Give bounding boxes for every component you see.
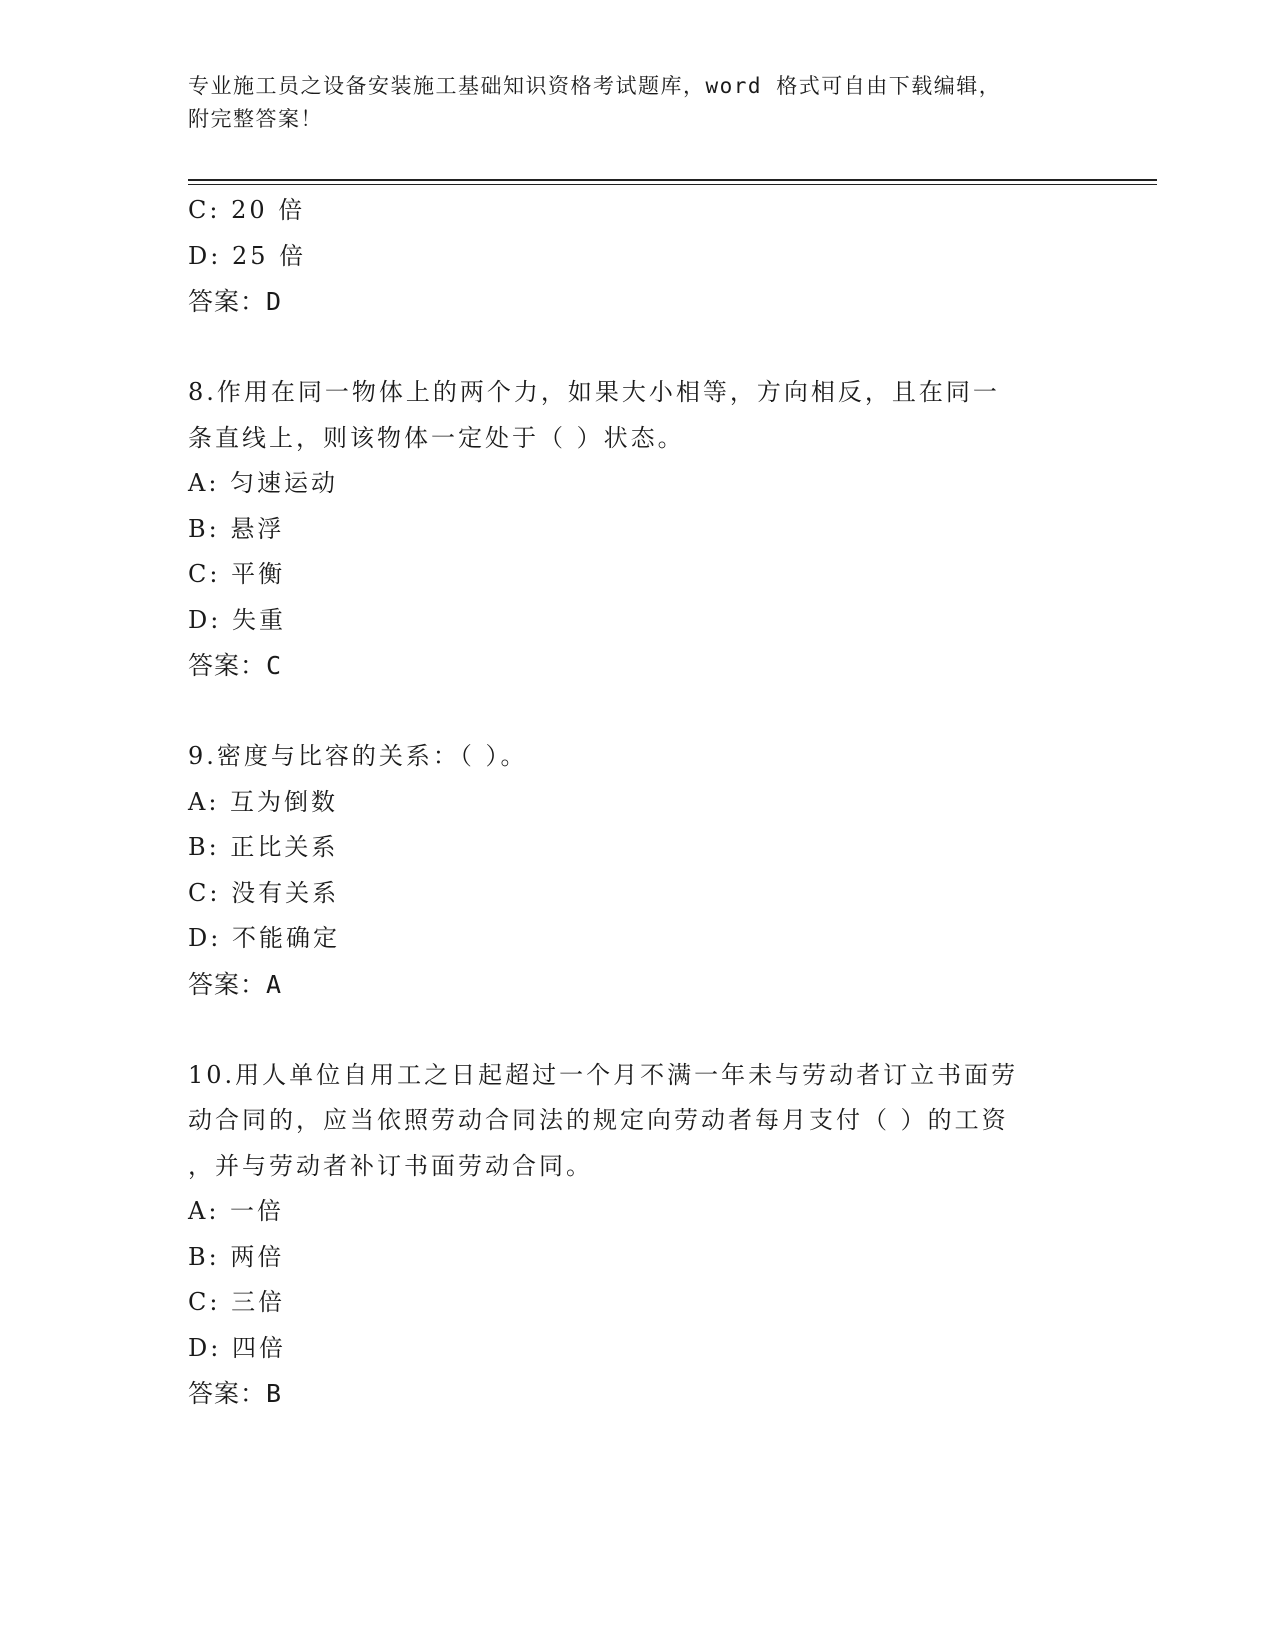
answer-line: 答案：B (188, 1379, 283, 1408)
question-stem-line: 8.作用在同一物体上的两个力，如果大小相等，方向相反，且在同一 (188, 378, 1000, 406)
option-a: A: 匀速运动 (188, 469, 339, 497)
question-stem-line: 动合同的，应当依照劳动合同法的规定向劳动者每月支付（ ）的工资 (188, 1106, 1009, 1134)
header-line-2: 附完整答案！ (188, 107, 323, 131)
option-a: A: 互为倒数 (188, 787, 339, 816)
option-c: C: 三倍 (188, 1288, 286, 1316)
answer-line: 答案：C (188, 651, 283, 680)
question-stem-line: 10.用人单位自用工之日起超过一个月不满一年未与劳动者订立书面劳 (188, 1060, 1019, 1089)
question-10 (188, 1053, 1088, 1417)
question-stem-line: 9.密度与比容的关系：（ ）。 (188, 742, 528, 770)
option-c: C: 20 倍 (188, 196, 306, 224)
continued-question (188, 188, 1088, 325)
header-divider-thin (188, 184, 1157, 185)
document-header (188, 70, 1088, 136)
spacer (188, 325, 1088, 371)
header-divider-thick (188, 179, 1157, 181)
question-stem-line: 条直线上，则该物体一定处于（ ）状态。 (188, 423, 685, 452)
option-d: D: 不能确定 (188, 924, 340, 952)
option-b: B: 正比关系 (188, 833, 339, 861)
answer-line: 答案：A (188, 969, 283, 999)
option-b: B: 两倍 (188, 1242, 285, 1271)
option-d: D: 四倍 (188, 1333, 286, 1362)
option-d: D: 25 倍 (188, 241, 307, 270)
option-d: D: 失重 (188, 605, 286, 634)
option-a: A: 一倍 (188, 1197, 285, 1225)
answer-line: 答案：D (188, 287, 283, 316)
spacer (188, 689, 1088, 735)
question-stem-line: ，并与劳动者补订书面劳动合同。 (188, 1151, 593, 1180)
option-c: C: 没有关系 (188, 878, 340, 907)
question-content (188, 188, 1088, 1417)
question-9 (188, 734, 1088, 1007)
option-b: B: 悬浮 (188, 514, 285, 543)
question-8 (188, 370, 1088, 689)
option-c: C: 平衡 (188, 560, 286, 588)
header-line-1: 专业施工员之设备安装施工基础知识资格考试题库，word 格式可自由下载编辑， (188, 74, 1002, 98)
spacer (188, 1007, 1088, 1053)
